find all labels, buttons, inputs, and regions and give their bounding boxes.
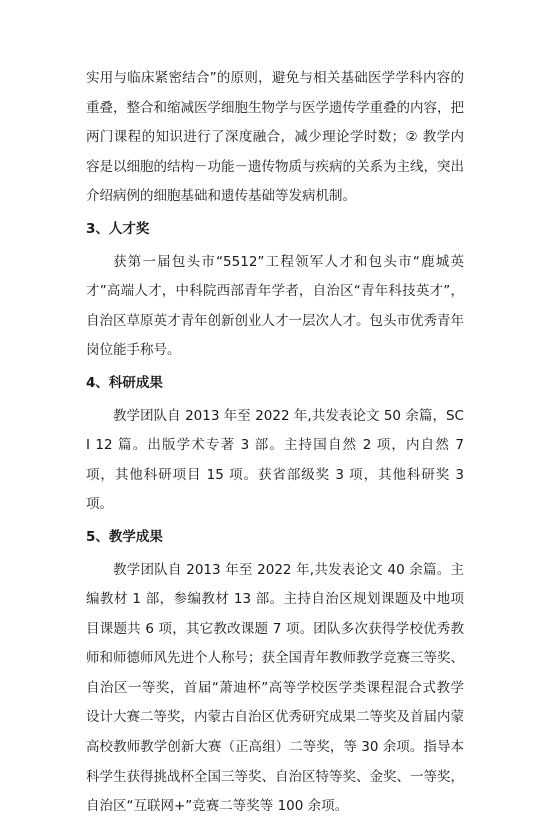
section-body-teaching-results: 教学团队自 2013 年至 2022 年,共发表论文 40 余篇。主编教材 1 部，参编教材 13 部。主持自治区规划课题及中地项目课题共 6 项，其它教改课题 7 项。团队多次获得学校优秀教师和师德师风先进个人称号；获全国青年教师教学竞赛三等奖、自治区一等奖，首届“萧迪杯”高等学校医学类课程混合式教学设计大赛二等奖，内蒙古自治区优秀研究成果二等奖及首届内蒙高校教师教学创新大赛（正高组）二等奖，等 30 余项。指导本科学生获得挑战杯全国三等奖、自治区特等奖、金奖、一等奖，自治区“互联网+”竞赛二等奖等 100 余项。 bbox=[86, 561, 464, 815]
section-body-research-results: 教学团队自 2013 年至 2022 年,共发表论文 50 余篇，SCI 12 篇。出版学术专著 3 部。主持国自然 2 项，内自然 7 项，其他科研项目 15 项。获省部级奖 3 项，其他科研奖 3 项。 bbox=[86, 407, 464, 513]
section-body-talent-awards: 获第一届包头市“5512”工程领军人才和包头市“鹿城英才”高端人才，中科院西部青年学者，自治区“青年科技英才”，自治区草原英才青年创新创业人才一层次人才。包头市优秀青年岗位能手称号。 bbox=[86, 253, 464, 359]
section-heading-teaching-results: 5、教学成果 bbox=[86, 528, 163, 545]
section-heading-research-results: 4、科研成果 bbox=[86, 374, 163, 391]
document-page bbox=[86, 64, 464, 822]
section-heading-talent-awards: 3、人才奖 bbox=[86, 220, 150, 237]
intro-paragraph: 实用与临床紧密结合”的原则，避免与相关基础医学学科内容的重叠，整合和缩减医学细胞生物学与医学遗传学重叠的内容，把两门课程的知识进行了深度融合，减少理论学时数；② 教学内容是以细胞的结构－功能－遗传物质与疾病的关系为主线，突出介绍病例的细胞基础和遗传基础等发病机制。 bbox=[86, 70, 464, 205]
